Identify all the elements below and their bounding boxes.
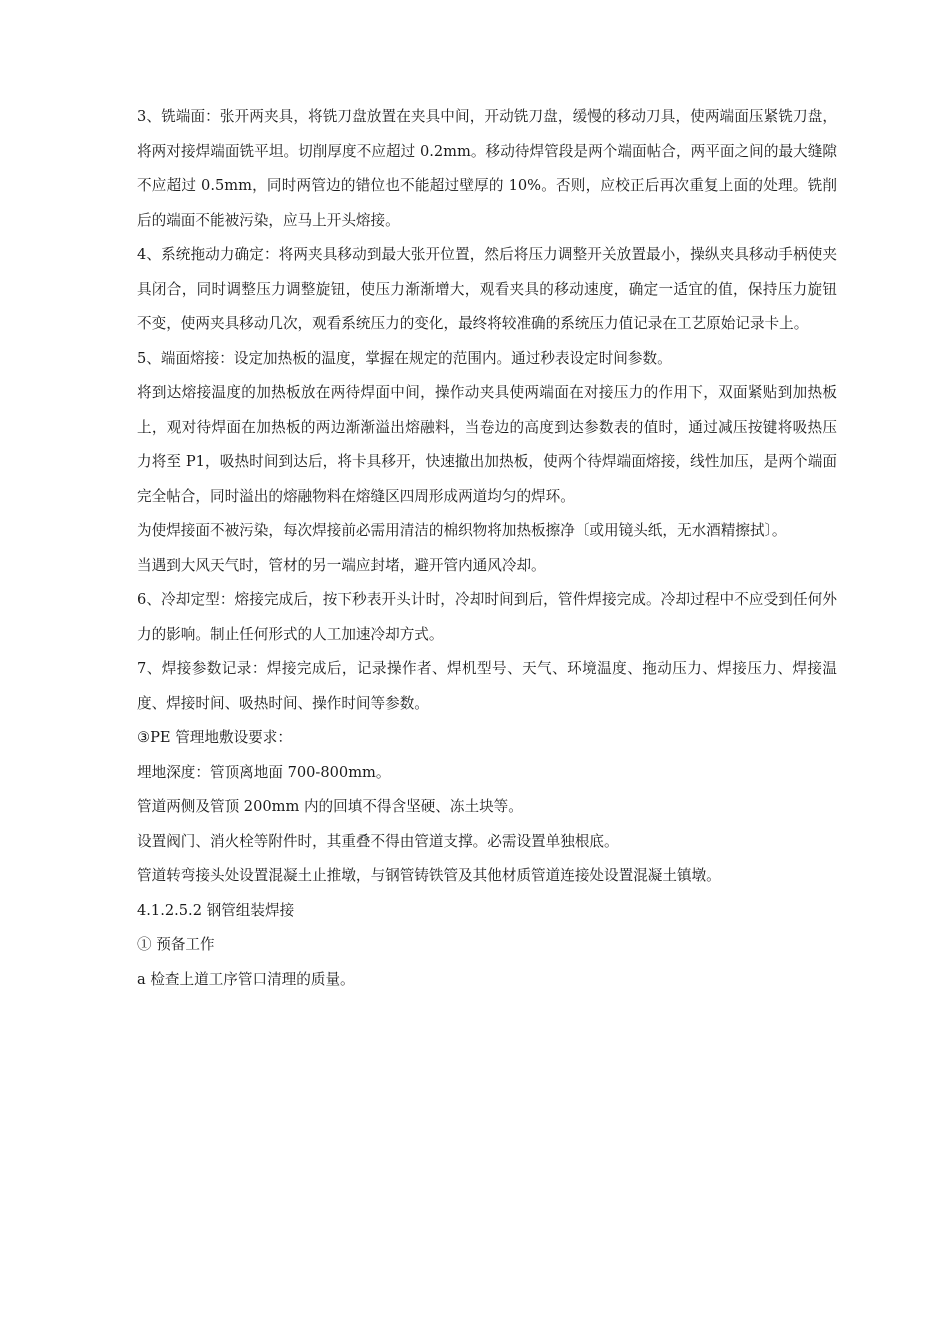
paragraph-welding-parameters: 7、焊接参数记录：焊接完成后，记录操作者、焊机型号、天气、环境温度、拖动压力、焊接压力、焊接温度、焊接时间、吸热时间、操作时间等参数。 — [137, 660, 837, 712]
paragraph-check-pipe-ends: a 检查上道工序管口清理的质量。 — [137, 970, 355, 988]
paragraph-cooling: 6、冷却定型：熔接完成后，按下秒表开头计时，冷却时间到后，管件焊接完成。冷却过程中不应受到任何外力的影响。制止任何形式的人工加速冷却方式。 — [137, 591, 837, 643]
paragraph-valve-support: 设置阀门、消火栓等附件时，其重叠不得由管道支撑。必需设置单独根底。 — [137, 832, 619, 850]
paragraph-thrust-block: 管道转弯接头处设置混凝土止推墩，与钢管铸铁管及其他材质管道连接处设置混凝土镇墩。 — [137, 867, 721, 884]
heading-steel-pipe-welding: 4.1.2.5.2 钢管组装焊接 — [137, 901, 295, 919]
paragraph-windy-weather: 当遇到大风天气时，管材的另一端应封堵，避开管内通风冷却。 — [137, 556, 546, 574]
paragraph-system-drag-force: 4、系统拖动力确定：将两夹具移动到最大张开位置，然后将压力调整开关放置最小，操纵夹具移动手柄使夹具闭合，同时调整压力调整旋钮，使压力渐渐增大，观看夹具的移动速度，确定一适宜的值，保持压力旋钮不变，使两夹具移动几次，观看系统压力的变化，最终将较准确的系统压力值记录在工艺原始记录卡上。 — [137, 246, 837, 332]
heading-preparation: ① 预备工作 — [137, 936, 215, 953]
paragraph-milling-end-face: 3、铣端面：张开两夹具，将铣刀盘放置在夹具中间，开动铣刀盘，缓慢的移动刀具，使两端面压紧铣刀盘，将两对接焊端面铣平坦。切削厚度不应超过 0.2mm。移动待焊管段是两个端面帖合，两平面之间的最大缝隙不应超过 0.5mm，同时两管边的错位也不能超过壁厚的 10%。否则，应校正后再次重复上面的处理。铣削后的端面不能被污染，应马上开头熔接。 — [137, 108, 837, 229]
paragraph-clean-heating-plate: 为使焊接面不被污染，每次焊接前必需用清洁的棉织物将加热板擦净〔或用镜头纸，无水酒精擦拭〕。 — [137, 522, 787, 539]
paragraph-backfill: 管道两侧及管顶 200mm 内的回填不得含坚硬、冻土块等。 — [137, 798, 523, 815]
paragraph-end-face-fusion: 5、端面熔接：设定加热板的温度，掌握在规定的范围内。通过秒表设定时间参数。 — [137, 349, 672, 367]
document-page — [137, 100, 837, 997]
paragraph-heating-plate-process: 将到达熔接温度的加热板放在两待焊面中间，操作动夹具使两端面在对接压力的作用下，双面紧贴到加热板上，观对待焊面在加热板的两边渐渐溢出熔融料，当卷边的高度到达参数表的值时，通过减压按键将吸热压力将至 P1，吸热时间到达后，将卡具移开，快速撤出加热板，使两个待焊端面熔接，线性加压，是两个端面完全帖合，同时溢出的熔融物料在熔缝区四周形成两道均匀的焊环。 — [137, 384, 837, 505]
heading-pe-pipe-laying: ③PE 管理地敷设要求： — [137, 729, 292, 746]
paragraph-burial-depth: 埋地深度：管顶离地面 700-800mm。 — [137, 763, 391, 781]
